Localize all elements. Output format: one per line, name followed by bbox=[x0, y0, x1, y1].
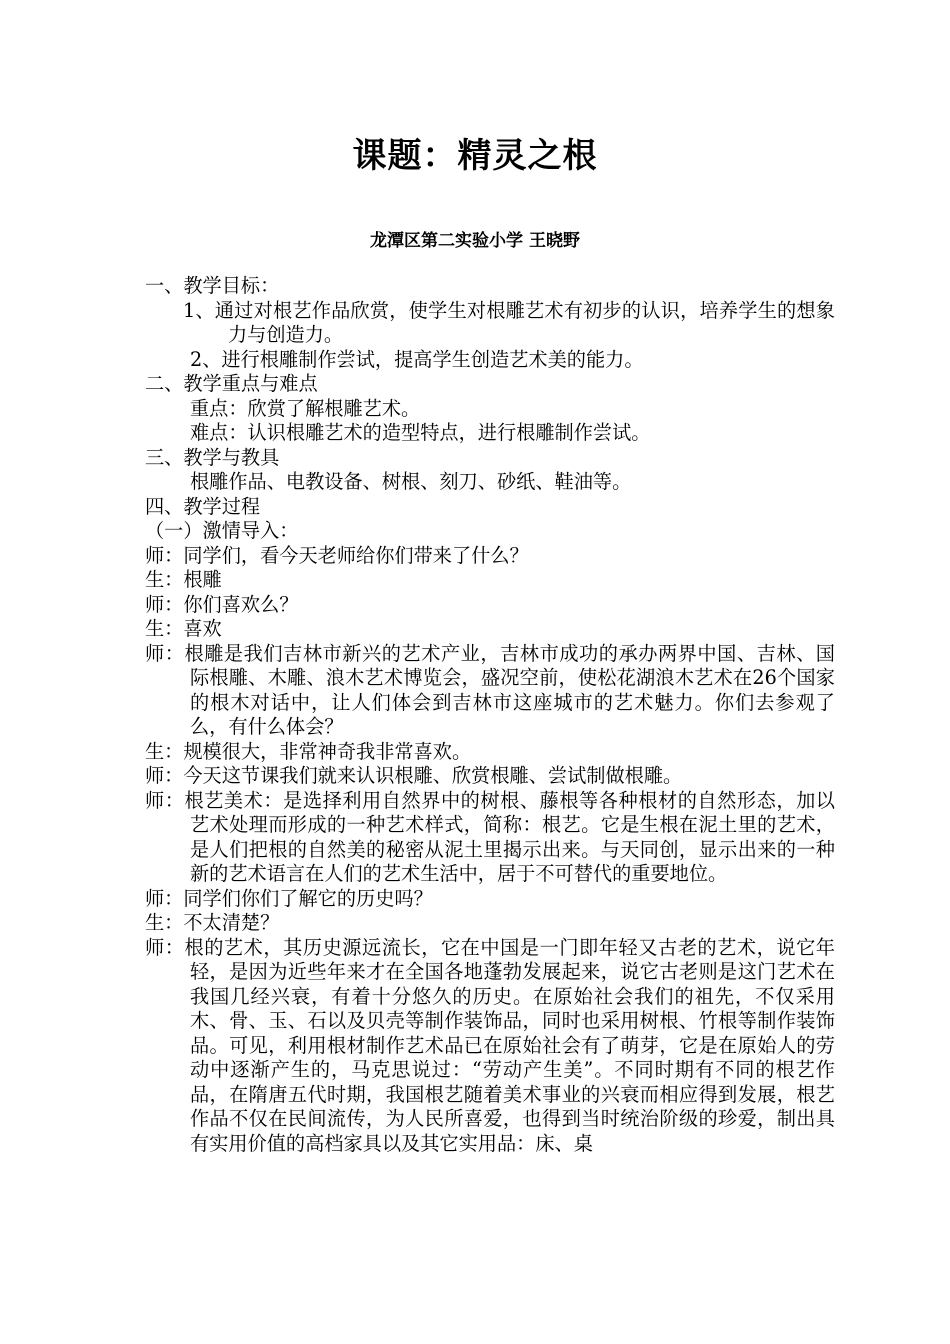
dialogue-line: 师：根雕是我们吉林市新兴的艺术产业，吉林市成功的承办两界中国、吉林、国际根雕、木雕、浪木艺术博览会，盛况空前，使松花湖浪木艺术在26个国家的根木对话中，让人们体会到吉林市这座城市的艺术魅力。你们去参观了么，有什么体会？ bbox=[145, 641, 835, 738]
dialogue-line: 师：根的艺术，其历史源远流长，它在中国是一门即年轻又古老的艺术，说它年轻，是因为近些年来才在全国各地蓬勃发展起来，说它古老则是这门艺术在我国几经兴衰，有着十分悠久的历史。在原始社会我们的祖先，不仅采用木、骨、玉、石以及贝壳等制作装饰品，同时也采用树根、竹根等制作装饰品。可见，利用根材制作艺术品已在原始社会有了萌芽，它是在原始人的劳动中逐渐产生的，马克思说过：“劳动产生美”。不同时期有不同的根艺作品，在隋唐五代时期，我国根艺随着美术事业的兴衰而相应得到发展，根艺作品不仅在民间流传，为人民所喜爱，也得到当时统治阶级的珍爱，制出具有实用价值的高档家具以及其它实用品：床、桌 bbox=[145, 935, 835, 1155]
goal-item: 1、通过对根艺作品欣赏，使学生对根雕艺术有初步的认识，培养学生的想象力与创造力。 bbox=[183, 298, 835, 346]
section-heading: 二、教学重点与难点 bbox=[145, 372, 318, 395]
materials-text: 根雕作品、电教设备、树根、刻刀、砂纸、鞋油等。 bbox=[190, 470, 632, 493]
dialogue-line: 师：同学们，看今天老师给你们带来了什么？ bbox=[145, 543, 529, 567]
dialogue-line: 师：今天这节课我们就来认识根雕、欣赏根雕、尝试制做根雕。 bbox=[145, 764, 683, 787]
dialogue-line: 生：不太清楚？ bbox=[145, 911, 280, 934]
dialogue-line: 生：规模很大，非常神奇我非常喜欢。 bbox=[145, 739, 472, 763]
dialogue-line: 师：根艺美术：是选择利用自然界中的树根、藤根等各种根材的自然形态，加以艺术处理而形成的一种艺术样式，简称：根艺。它是生根在泥土里的艺术，是人们把根的自然美的秘密从泥土里揭示出来。与天同创，显示出来的一种新的艺术语言在人们的艺术生活中，居于不可替代的重要地位。 bbox=[145, 788, 835, 885]
section-heading: 四、教学过程 bbox=[145, 494, 261, 518]
goal-item: 2、进行根雕制作尝试，提高学生创造艺术美的能力。 bbox=[190, 347, 644, 371]
document-body bbox=[145, 274, 835, 1156]
author-line: 龙潭区第二实验小学 王晓野 bbox=[370, 231, 580, 251]
subsection-heading: （一）激情导入： bbox=[145, 519, 299, 542]
section-heading: 三、教学与教具 bbox=[145, 445, 280, 469]
dialogue-line: 师：你们喜欢么？ bbox=[145, 592, 299, 616]
dialogue-line: 生：喜欢 bbox=[145, 617, 222, 640]
difficult-point: 难点：认识根雕艺术的造型特点，进行根雕制作尝试。 bbox=[190, 421, 651, 444]
section-heading: 一、教学目标： bbox=[145, 274, 280, 297]
dialogue-line: 生：根雕 bbox=[145, 568, 222, 591]
key-point: 重点：欣赏了解根雕艺术。 bbox=[190, 396, 421, 420]
dialogue-line: 师：同学们你们了解它的历史吗？ bbox=[145, 886, 433, 910]
page-title: 课题：精灵之根 bbox=[352, 136, 598, 176]
